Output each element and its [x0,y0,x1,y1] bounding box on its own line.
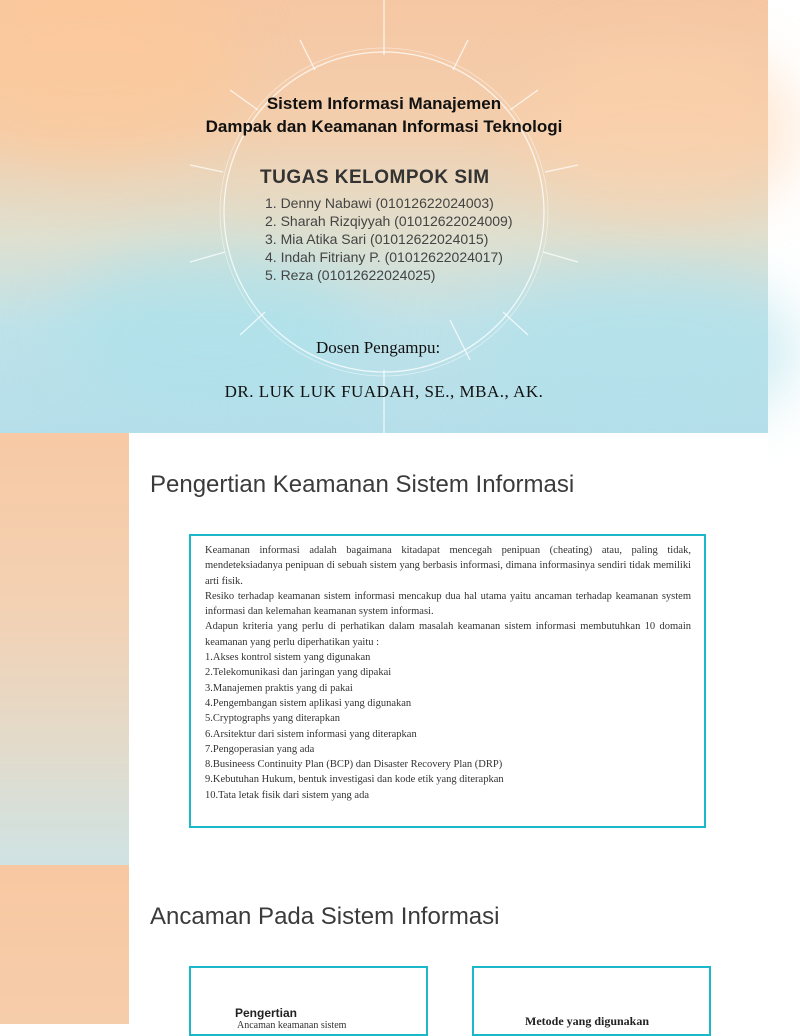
domain-list-item: 4.Pengembangan sistem aplikasi yang digunakan [205,697,412,709]
paragraph: Resiko terhadap keamanan sistem informasi mencakup dua hal utama yaitu ancaman terhadap keamanan system informasi dan kelemahan keamanan system informasi. [205,590,691,618]
card-title: Pengertian [235,1006,298,1020]
slide-heading: Pengertian Keamanan Sistem Informasi [150,471,575,498]
domain-list-item: 2.Telekomunikasi dan jaringan yang dipakai [205,667,392,679]
card-subtitle: Ancaman keamanan sistem [237,1020,347,1031]
definition-slide [0,433,768,865]
domain-list-item: 10.Tata letak fisik dari sistem yang ada [205,789,370,801]
domain-list-item: 6.Arsitektur dari sistem informasi yang diterapkan [205,728,417,740]
title-slide [0,0,768,433]
domain-list-item: 7.Pengoperasian yang ada [205,743,315,755]
member-item: 3. Mia Atika Sari (01012622024015) [265,231,489,247]
member-item: 4. Indah Fitriany P. (01012622024017) [265,249,503,265]
paragraph: Keamanan informasi adalah bagaimana kitadapat mencegah penipuan (cheating) atau, paling tidak, mendeteksiadanya penipuan di sebuah sistem yang berbasis informasi, dimana informasinya sendiri tidak memiliki arti fisik. [205,545,691,587]
threats-slide [0,865,768,1031]
paragraph: Adapun kriteria yang perlu di perhatikan dalam masalah keamanan sistem informasi membutuhkan 10 domain keamanan yang perlu diperhatikan yaitu : [205,621,691,648]
member-item: 2. Sharah Rizqiyyah (01012622024009) [265,213,513,229]
domain-list-item: 3.Manajemen praktis yang di pakai [205,682,353,694]
side-accent-band [0,433,129,865]
domain-list-item: 8.Busineess Continuity Plan (BCP) dan Disaster Recovery Plan (DRP) [205,759,503,771]
member-item: 1. Denny Nabawi (01012622024003) [265,195,494,211]
member-item: 5. Reza (01012622024025) [265,267,436,283]
lecturer-name: DR. LUK LUK FUADAH, SE., MBA., AK. [224,382,544,401]
domain-list-item: 5.Cryptographs yang diterapkan [205,713,341,725]
lecturer-label: Dosen Pengampu: [316,338,441,357]
domain-list-item: 9.Kebutuhan Hukum, bentuk investigasi dan kode etik yang diterapkan [205,774,504,786]
presentation-title: Sistem Informasi Manajemen [266,94,502,113]
domain-list-item: 1.Akses kontrol sistem yang digunakan [205,652,371,664]
card-title: Metode yang digunakan [525,1014,650,1028]
definition-card [189,966,428,1036]
side-accent-band [0,865,129,1024]
methods-card [472,966,711,1036]
presentation-subtitle: Dampak dan Keamanan Informasi Teknologi [205,117,563,136]
slide-heading: Ancaman Pada Sistem Informasi [150,903,500,930]
member-list [265,194,513,284]
group-title: TUGAS KELOMPOK SIM [260,167,490,188]
content-box [189,534,706,828]
